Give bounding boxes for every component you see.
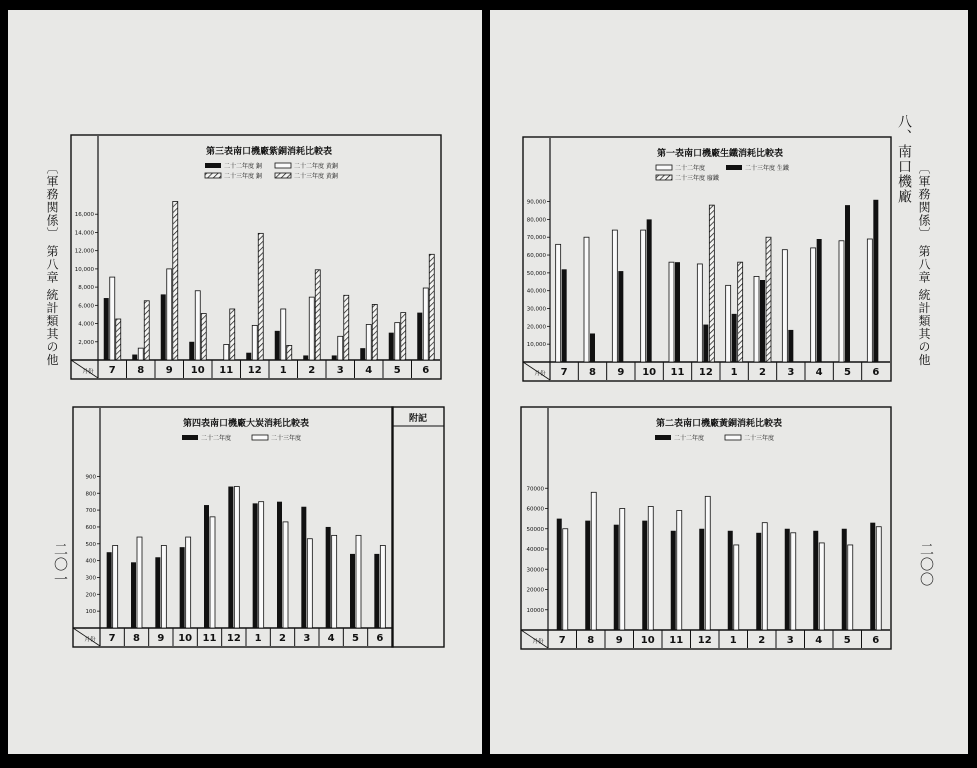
- category-label: 7: [108, 633, 116, 644]
- bar-1: [107, 552, 112, 628]
- y-tick-label: 30000: [526, 567, 544, 574]
- bar-1: [642, 521, 647, 630]
- bar-1: [326, 527, 331, 628]
- bar-2: [252, 325, 257, 360]
- bar-1: [131, 562, 136, 628]
- bar-2: [283, 522, 288, 628]
- y-tick-label: 400: [85, 558, 96, 565]
- annex-label: 附記: [408, 414, 428, 424]
- bar-2: [110, 277, 115, 360]
- category-label: 2: [308, 365, 316, 376]
- bar-1: [785, 529, 790, 630]
- legend-label: 二十三年度 廢鐵: [675, 175, 719, 182]
- category-label: 9: [165, 365, 173, 376]
- bar-1: [228, 487, 233, 628]
- legend-swatch: [252, 435, 268, 440]
- right-page-number: 二〇〇: [918, 542, 934, 587]
- bar-1: [374, 554, 379, 628]
- category-label: 7: [558, 635, 566, 646]
- y-tick-label: 600: [85, 524, 96, 531]
- legend-swatch: [275, 173, 291, 178]
- y-tick-label: 12,000: [74, 248, 94, 255]
- category-label: 6: [376, 633, 384, 644]
- bar-2: [873, 200, 878, 362]
- bar-3: [315, 270, 320, 360]
- corner-label: 月份: [82, 369, 94, 375]
- bar-2: [138, 348, 143, 360]
- bar-2: [281, 309, 286, 360]
- bar-1: [782, 250, 787, 362]
- y-tick-label: 14,000: [74, 230, 94, 237]
- y-tick-label: 60,000: [526, 253, 546, 260]
- bar-2: [647, 219, 652, 362]
- y-tick-label: 2,000: [78, 339, 94, 346]
- category-label: 10: [640, 635, 655, 646]
- legend-swatch: [656, 165, 672, 170]
- category-label: 8: [587, 635, 595, 646]
- bar-2: [309, 297, 314, 360]
- chart-c2: [520, 406, 892, 650]
- bar-1: [726, 285, 731, 362]
- y-tick-label: 300: [85, 575, 96, 582]
- y-tick-label: 90,000: [526, 199, 546, 206]
- y-tick-label: 80,000: [526, 217, 546, 224]
- category-label: 3: [336, 365, 344, 376]
- bar-2: [618, 271, 623, 362]
- legend-label: 二十三年度 生鐵: [745, 165, 789, 172]
- bar-1: [360, 348, 365, 360]
- bar-2: [259, 502, 264, 628]
- bar-2: [380, 545, 385, 628]
- bar-2: [332, 535, 337, 628]
- bar-1: [614, 525, 619, 630]
- category-label: 9: [617, 367, 625, 378]
- bar-1: [811, 248, 816, 362]
- bar-2: [423, 288, 428, 360]
- category-label: 5: [843, 635, 851, 646]
- bar-1: [756, 533, 761, 630]
- bar-1: [728, 531, 733, 630]
- bar-1: [189, 342, 194, 360]
- category-label: 8: [133, 633, 140, 644]
- bar-3: [738, 262, 743, 362]
- category-label: 2: [758, 635, 766, 646]
- legend-label: 二十三年度 銅: [224, 173, 262, 180]
- category-label: 1: [730, 367, 738, 378]
- category-label: 4: [327, 633, 335, 644]
- bar-3: [173, 201, 178, 360]
- category-label: 5: [393, 365, 401, 376]
- category-label: 6: [872, 367, 880, 378]
- legend-swatch: [656, 175, 672, 180]
- bar-1: [350, 554, 355, 628]
- bar-1: [301, 507, 306, 628]
- y-tick-label: 10,000: [74, 266, 94, 273]
- bar-2: [137, 537, 142, 628]
- right-page-header: 〔軍務関係〕 第八章 統計類其の他: [917, 162, 931, 367]
- chart-title: 第四表南口機廠大炭消耗比較表: [182, 419, 310, 429]
- category-label: 7: [108, 365, 116, 376]
- bar-1: [132, 355, 137, 360]
- bar-2: [817, 239, 822, 362]
- y-tick-label: 700: [85, 508, 96, 515]
- bar-2: [620, 509, 625, 631]
- bar-1: [839, 241, 844, 362]
- bar-2: [366, 324, 371, 360]
- bar-3: [429, 254, 434, 360]
- y-tick-label: 70,000: [526, 235, 546, 242]
- category-label: 4: [815, 367, 823, 378]
- category-label: 5: [844, 367, 851, 378]
- category-label: 1: [729, 635, 737, 646]
- bar-1: [584, 237, 589, 362]
- bar-1: [277, 502, 282, 628]
- category-label: 4: [815, 635, 823, 646]
- bar-1: [585, 521, 590, 630]
- y-tick-label: 30,000: [526, 306, 546, 313]
- bar-1: [842, 529, 847, 630]
- bar-2: [563, 529, 568, 630]
- bar-1: [253, 503, 258, 628]
- y-tick-label: 20000: [526, 587, 544, 594]
- bar-3: [344, 295, 349, 360]
- bar-2: [760, 280, 765, 362]
- category-label: 6: [872, 635, 880, 646]
- category-label: 1: [279, 365, 287, 376]
- bar-2: [234, 487, 239, 628]
- bar-2: [819, 543, 824, 630]
- bar-2: [677, 511, 682, 630]
- bar-3: [709, 205, 714, 362]
- bar-3: [201, 314, 206, 360]
- bar-2: [210, 517, 215, 628]
- bar-2: [762, 523, 767, 630]
- legend-swatch: [726, 165, 742, 170]
- bar-2: [591, 492, 596, 630]
- bar-1: [556, 244, 561, 362]
- bar-3: [116, 319, 121, 360]
- category-label: 11: [202, 633, 217, 644]
- corner-label: 月份: [534, 371, 546, 377]
- bar-3: [766, 237, 771, 362]
- y-tick-label: 10000: [526, 607, 544, 614]
- legend-label: 二十二年度: [675, 165, 706, 172]
- bar-1: [697, 264, 702, 362]
- corner-label: 月份: [84, 637, 96, 643]
- category-label: 5: [352, 633, 359, 644]
- legend-swatch: [725, 435, 741, 440]
- chart-title: 第三表南口機廠紫銅消耗比較表: [205, 147, 333, 157]
- y-tick-label: 500: [85, 541, 96, 548]
- bar-1: [417, 313, 422, 360]
- category-label: 9: [615, 635, 623, 646]
- y-tick-label: 60000: [526, 506, 544, 513]
- category-label: 2: [759, 367, 766, 378]
- legend-label: 二十二年度 銅: [224, 163, 262, 170]
- bar-3: [372, 304, 377, 360]
- bar-2: [590, 333, 595, 362]
- category-label: 11: [670, 367, 685, 378]
- bar-1: [870, 523, 875, 630]
- bar-2: [562, 269, 567, 362]
- bar-2: [186, 537, 191, 628]
- y-tick-label: 40000: [526, 547, 544, 553]
- right-page: [490, 10, 968, 754]
- bar-1: [699, 529, 704, 630]
- chart-title: 第二表南口機廠黃銅消耗比較表: [655, 419, 783, 429]
- category-label: 12: [698, 367, 713, 378]
- category-label: 4: [365, 365, 373, 376]
- legend-swatch: [275, 163, 291, 168]
- legend-label: 二十二年度: [201, 435, 232, 442]
- bar-1: [104, 298, 109, 360]
- y-tick-label: 50,000: [526, 270, 546, 277]
- y-tick-label: 16,000: [74, 212, 94, 219]
- bar-2: [734, 545, 739, 630]
- y-tick-label: 20,000: [526, 324, 546, 331]
- legend-swatch: [655, 435, 671, 440]
- category-label: 10: [178, 633, 193, 644]
- bar-1: [641, 230, 646, 362]
- bar-2: [848, 545, 853, 630]
- bar-3: [258, 233, 263, 360]
- legend-label: 二十三年度: [744, 435, 775, 442]
- category-label: 2: [279, 633, 286, 644]
- left-page: [8, 10, 482, 754]
- bar-2: [356, 535, 361, 628]
- annex-box: [392, 407, 444, 647]
- y-tick-label: 8,000: [78, 285, 94, 292]
- category-label: 3: [786, 635, 794, 646]
- legend-label: 二十二年度: [674, 435, 705, 442]
- bar-1: [246, 353, 251, 360]
- bar-2: [703, 325, 708, 362]
- category-label: 10: [642, 367, 657, 378]
- corner-label: 月份: [532, 639, 544, 645]
- bar-2: [876, 527, 881, 630]
- legend-swatch: [205, 173, 221, 178]
- chart-c1: [522, 136, 892, 382]
- bar-1: [275, 331, 280, 360]
- category-label: 6: [422, 365, 430, 376]
- right-section-label: 八、南口機廠: [896, 114, 912, 204]
- legend-swatch: [205, 163, 221, 168]
- bar-2: [167, 269, 172, 360]
- chart-title: 第一表南口機廠生鐵消耗比較表: [656, 149, 784, 159]
- bar-1: [671, 531, 676, 630]
- bar-2: [195, 291, 200, 360]
- category-label: 9: [157, 633, 165, 644]
- category-label: 8: [589, 367, 596, 378]
- left-page-number: 二〇一: [52, 542, 68, 587]
- category-label: 7: [560, 367, 568, 378]
- bar-1: [332, 355, 337, 360]
- bar-2: [705, 496, 710, 630]
- y-tick-label: 200: [85, 592, 96, 599]
- bar-1: [161, 294, 166, 360]
- legend-label: 二十三年度 黄銅: [294, 173, 338, 180]
- y-tick-label: 40,000: [526, 288, 546, 295]
- bar-2: [648, 506, 653, 630]
- y-tick-label: 10,000: [526, 342, 546, 349]
- category-label: 12: [247, 365, 262, 376]
- bar-3: [287, 345, 292, 360]
- bar-2: [161, 545, 166, 628]
- y-tick-label: 6,000: [78, 303, 94, 310]
- y-tick-label: 100: [85, 609, 96, 616]
- bar-1: [754, 276, 759, 362]
- bar-1: [303, 355, 308, 360]
- bar-1: [813, 531, 818, 630]
- chart-c3: [70, 134, 442, 380]
- bar-1: [180, 547, 185, 628]
- bar-3: [401, 313, 406, 360]
- bar-1: [669, 262, 674, 362]
- bar-2: [788, 330, 793, 362]
- bar-2: [224, 345, 229, 360]
- bar-1: [389, 333, 394, 360]
- category-label: 10: [190, 365, 205, 376]
- bar-1: [612, 230, 617, 362]
- bar-1: [557, 519, 562, 630]
- category-label: 3: [303, 633, 311, 644]
- bar-2: [675, 262, 680, 362]
- category-label: 11: [219, 365, 234, 376]
- bar-2: [791, 533, 796, 630]
- chart-c4: [72, 406, 446, 648]
- bar-2: [732, 314, 737, 362]
- legend-label: 二十二年度 黄銅: [294, 163, 338, 170]
- bar-2: [395, 323, 400, 360]
- left-page-header: 〔軍務関係〕 第八章 統計類其の他: [45, 162, 59, 367]
- category-label: 11: [669, 635, 684, 646]
- bar-2: [845, 205, 850, 362]
- bar-3: [144, 301, 149, 360]
- category-label: 8: [137, 365, 145, 376]
- y-tick-label: 70000: [526, 486, 544, 493]
- y-tick-label: 4,000: [78, 321, 94, 328]
- y-tick-label: 50000: [526, 526, 544, 533]
- bar-3: [230, 309, 235, 360]
- legend-swatch: [182, 435, 198, 440]
- category-label: 3: [787, 367, 795, 378]
- category-label: 12: [226, 633, 241, 644]
- bar-1: [867, 239, 872, 362]
- bar-2: [338, 336, 343, 360]
- category-label: 12: [697, 635, 712, 646]
- bar-1: [155, 557, 160, 628]
- bar-2: [113, 545, 118, 628]
- bar-2: [307, 539, 312, 628]
- legend-label: 二十三年度: [271, 435, 302, 442]
- y-tick-label: 800: [85, 491, 96, 498]
- bar-1: [204, 505, 209, 628]
- category-label: 1: [254, 633, 262, 644]
- y-tick-label: 900: [85, 474, 96, 481]
